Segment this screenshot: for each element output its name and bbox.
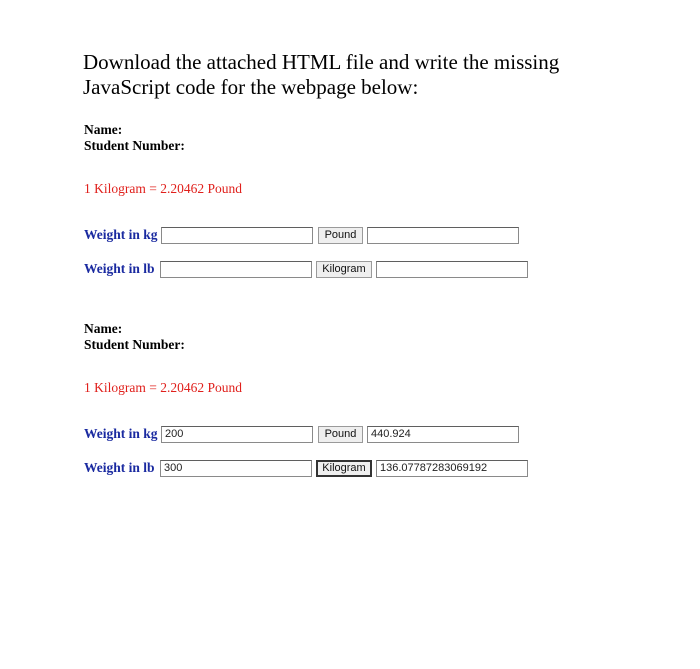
name-label: Name:	[84, 321, 123, 336]
instruction-text	[83, 50, 683, 100]
student-number-label: Student Number:	[84, 138, 185, 153]
conversion-rate-text: 1 Kilogram = 2.20462 Pound	[84, 380, 242, 395]
instruction-line-2: JavaScript code for the webpage below:	[83, 75, 419, 99]
weight-lb-label: Weight in lb	[84, 460, 155, 475]
instruction-line-1: Download the attached HTML file and write the missing	[83, 50, 560, 74]
student-number-label: Student Number:	[84, 337, 185, 352]
weight-lb-label: Weight in lb	[84, 261, 155, 276]
kilogram-button[interactable]: Kilogram	[316, 460, 372, 477]
pound-button[interactable]: Pound	[318, 426, 363, 443]
weight-lb-input[interactable]	[160, 261, 312, 278]
kilogram-result-field[interactable]	[376, 261, 528, 278]
weight-kg-input[interactable]	[161, 227, 313, 244]
weight-lb-input[interactable]: 300	[160, 460, 312, 477]
pound-result-field[interactable]: 440.924	[367, 426, 519, 443]
name-label: Name:	[84, 122, 123, 137]
kilogram-result-field[interactable]: 136.07787283069192	[376, 460, 528, 477]
pound-button[interactable]: Pound	[318, 227, 363, 244]
weight-kg-input[interactable]: 200	[161, 426, 313, 443]
weight-kg-label: Weight in kg	[84, 227, 158, 242]
kilogram-button[interactable]: Kilogram	[316, 261, 372, 278]
weight-kg-label: Weight in kg	[84, 426, 158, 441]
pound-result-field[interactable]	[367, 227, 519, 244]
conversion-rate-text: 1 Kilogram = 2.20462 Pound	[84, 181, 242, 196]
